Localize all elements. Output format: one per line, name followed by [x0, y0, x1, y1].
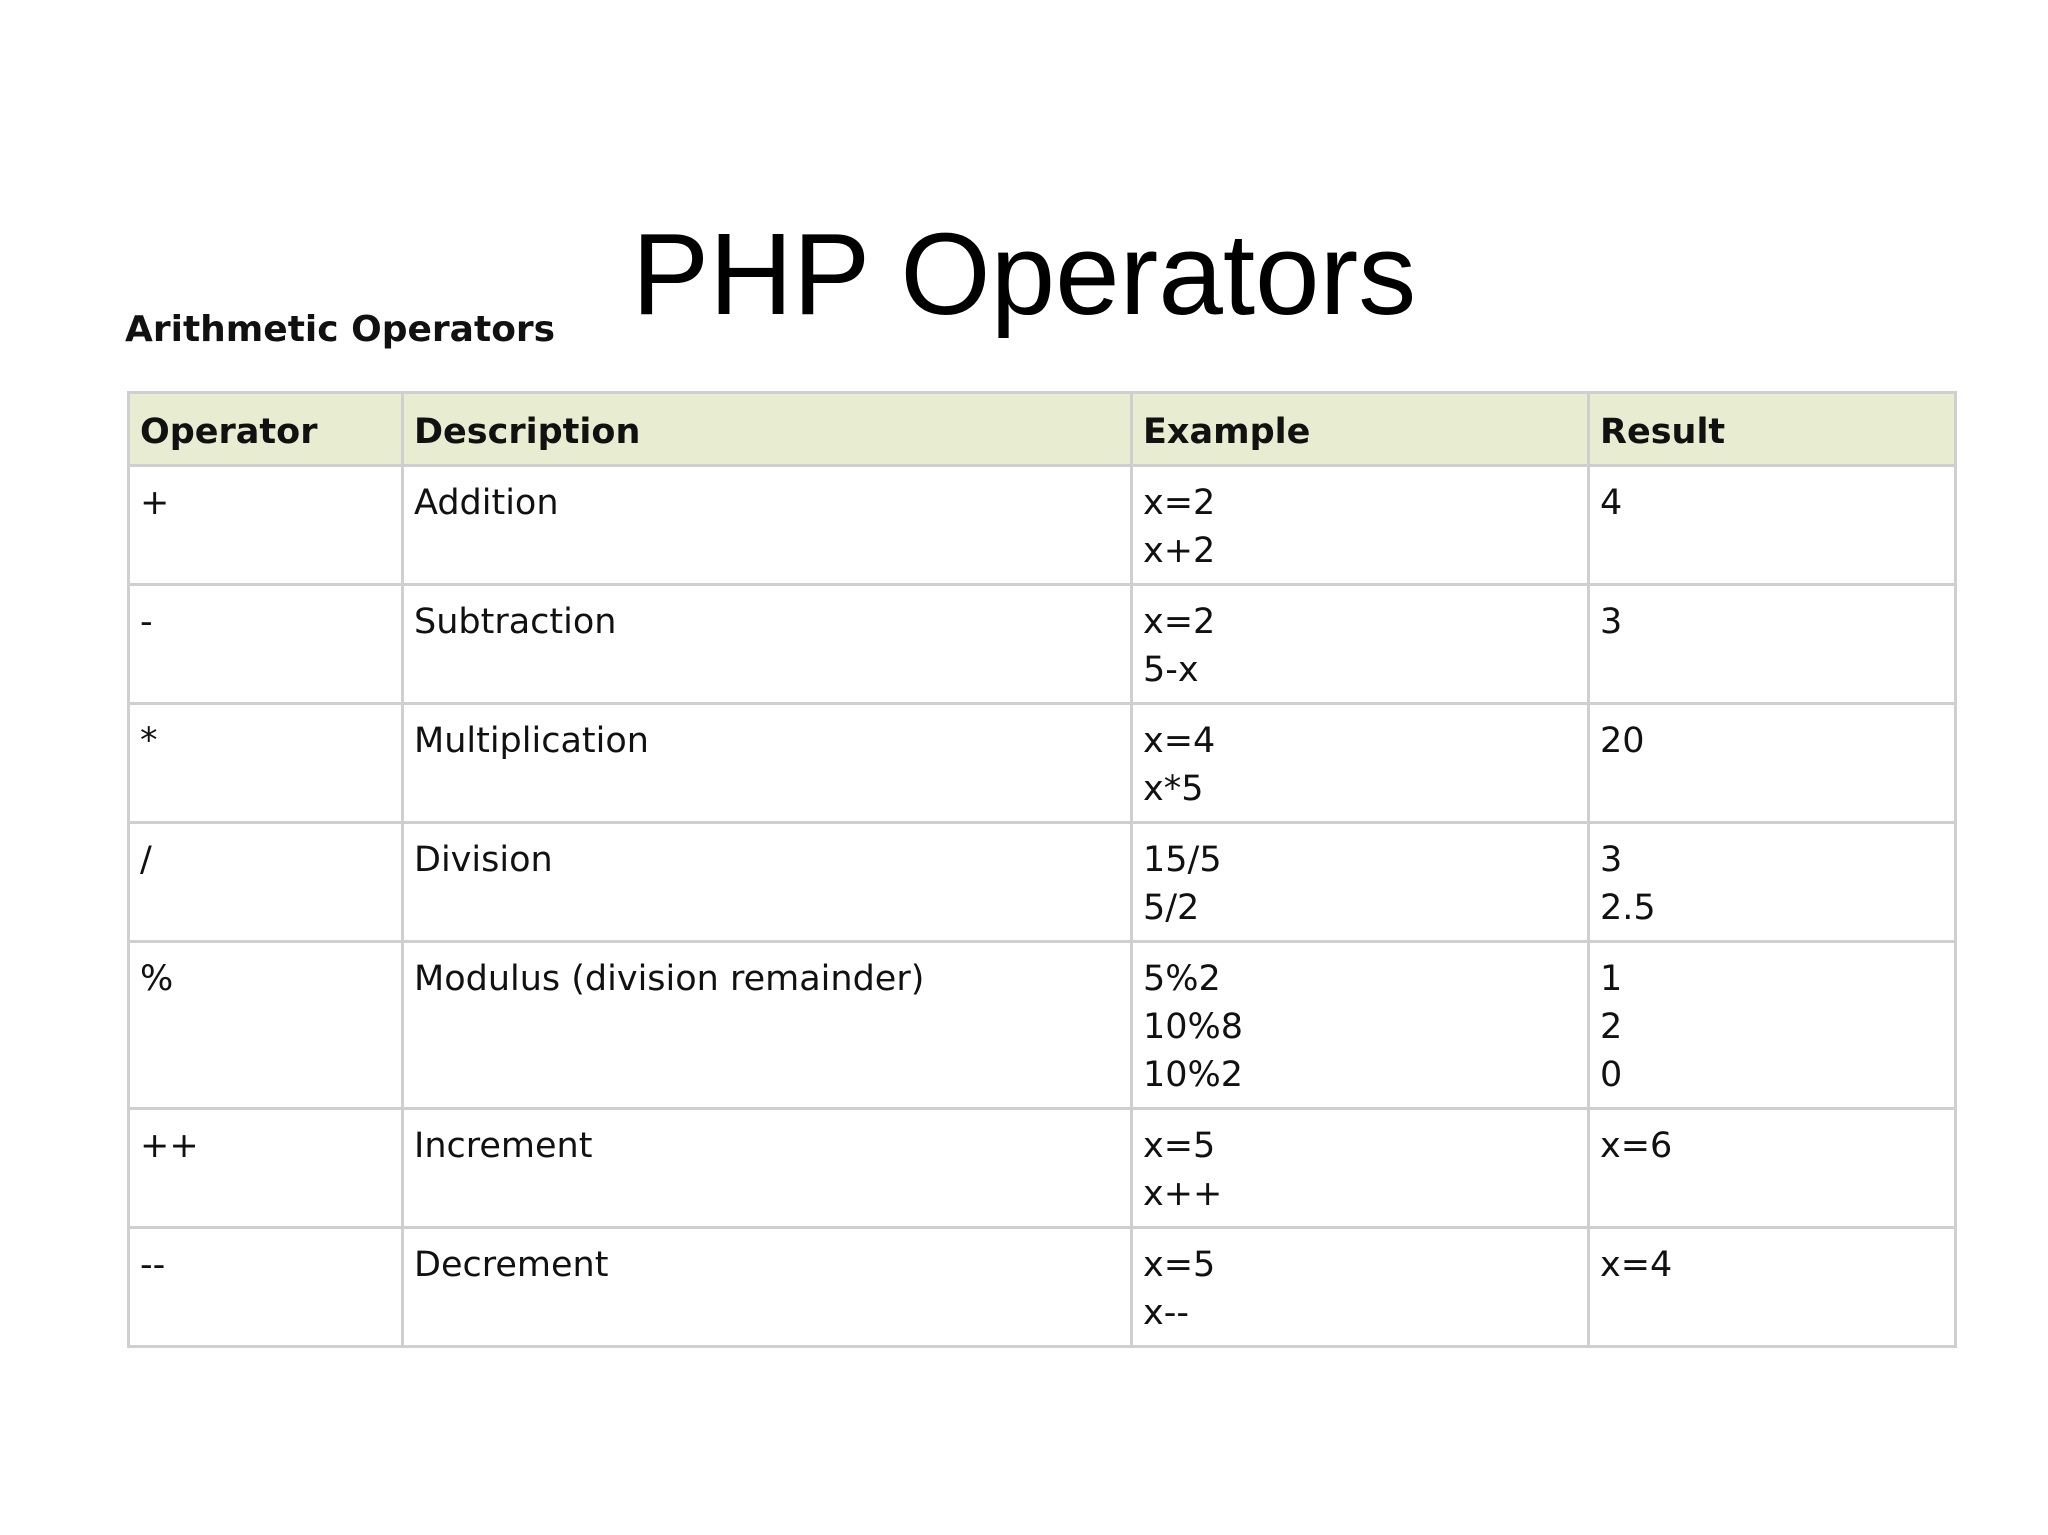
example-line: x=5: [1143, 1126, 1216, 1166]
description-cell: Addition: [403, 466, 1132, 585]
result-line: x=6: [1600, 1126, 1673, 1166]
description-cell: Increment: [403, 1109, 1132, 1228]
result-line: 20: [1600, 721, 1645, 761]
result-cell: [1589, 942, 1956, 1109]
operator-cell: %: [129, 942, 403, 1109]
example-line: x--: [1143, 1293, 1189, 1333]
result-line: 2: [1600, 1007, 1623, 1047]
example-line: 5/2: [1143, 888, 1200, 928]
description-cell: Division: [403, 823, 1132, 942]
header-operator: Operator: [129, 393, 403, 466]
description-cell: Decrement: [403, 1228, 1132, 1347]
operator-cell: +: [129, 466, 403, 585]
example-line: x*5: [1143, 769, 1204, 809]
result-line: 3: [1600, 840, 1623, 880]
table-row: [129, 704, 1956, 823]
example-cell: [1132, 823, 1589, 942]
example-line: 10%2: [1143, 1055, 1244, 1095]
table-row: [129, 942, 1956, 1109]
result-line: 4: [1600, 483, 1623, 523]
example-line: x=2: [1143, 483, 1216, 523]
example-line: 15/5: [1143, 840, 1222, 880]
operator-cell: --: [129, 1228, 403, 1347]
result-cell: [1589, 1109, 1956, 1228]
result-line: 0: [1600, 1055, 1623, 1095]
result-cell: [1589, 466, 1956, 585]
result-cell: [1589, 585, 1956, 704]
table-row: [129, 585, 1956, 704]
operator-cell: /: [129, 823, 403, 942]
example-line: 10%8: [1143, 1007, 1244, 1047]
example-cell: [1132, 942, 1589, 1109]
example-line: x=4: [1143, 721, 1216, 761]
example-line: x+2: [1143, 531, 1216, 571]
header-result: Result: [1589, 393, 1956, 466]
example-cell: [1132, 1228, 1589, 1347]
table-row: [129, 1228, 1956, 1347]
section-heading: Arithmetic Operators: [125, 309, 556, 350]
example-line: x=5: [1143, 1245, 1216, 1285]
example-cell: [1132, 585, 1589, 704]
example-line: 5%2: [1143, 959, 1221, 999]
operator-cell: ++: [129, 1109, 403, 1228]
result-line: 1: [1600, 959, 1623, 999]
description-cell: Modulus (division remainder): [403, 942, 1132, 1109]
table-row: [129, 466, 1956, 585]
result-cell: [1589, 823, 1956, 942]
header-description: Description: [403, 393, 1132, 466]
description-cell: Multiplication: [403, 704, 1132, 823]
result-line: 3: [1600, 602, 1623, 642]
description-cell: Subtraction: [403, 585, 1132, 704]
table-header-row: [129, 393, 1956, 466]
table-row: [129, 1109, 1956, 1228]
example-line: x=2: [1143, 602, 1216, 642]
result-line: 2.5: [1600, 888, 1656, 928]
slide-title: PHP Operators: [631, 208, 1417, 339]
example-line: 5-x: [1143, 650, 1199, 690]
result-cell: [1589, 1228, 1956, 1347]
header-example: Example: [1132, 393, 1589, 466]
result-line: x=4: [1600, 1245, 1673, 1285]
example-cell: [1132, 466, 1589, 585]
example-cell: [1132, 704, 1589, 823]
operator-cell: -: [129, 585, 403, 704]
result-cell: [1589, 704, 1956, 823]
arithmetic-operators-table: [127, 391, 1957, 1348]
operator-cell: *: [129, 704, 403, 823]
example-line: x++: [1143, 1174, 1223, 1214]
table-row: [129, 823, 1956, 942]
example-cell: [1132, 1109, 1589, 1228]
